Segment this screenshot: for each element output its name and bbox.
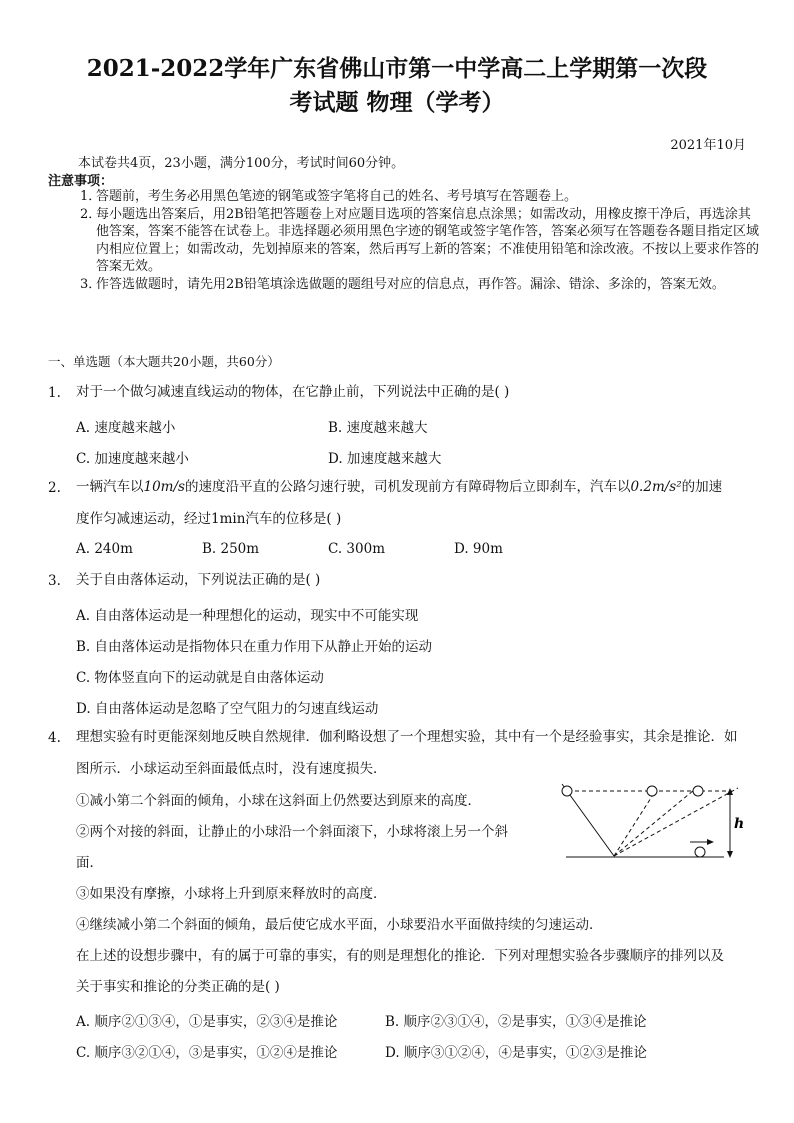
q3-option-d: D. 自由落体运动是忽略了空气阻力的匀速直线运动 <box>76 701 379 717</box>
notice-item <box>80 276 760 294</box>
q1-number: 1. <box>48 385 61 401</box>
figure-right-incline-steep <box>614 790 656 856</box>
q1-option-d: D. 加速度越来越大 <box>328 451 442 467</box>
figure-right-incline-mid <box>614 790 694 856</box>
notice-number: 1． <box>80 189 102 204</box>
q4-incline-figure <box>552 780 752 864</box>
exam-date: 2021年10月 <box>670 138 746 153</box>
figure-right-incline-low <box>614 788 738 856</box>
notice-text: 每小题选出答案后，用2B铅笔把答题卷上对应题目选项的答案信息点涂黑；如需改动，用橡皮擦干净后，再选涂其他答案，答案不能答在试卷上。非选择题必须用黑色字迹的钢笔或签字笔作答，答案必须写在答题卷各题目指定区域内相应位置上；如需改动，先划掉原来的答案，然后再写上新的答案；不准使用铅笔和涂改液。不按以上要求作答的答案无效。 <box>96 206 760 274</box>
q3-option-b: B. 自由落体运动是指物体只在重力作用下从静止开始的运动 <box>76 639 433 655</box>
q1-option-a: A. 速度越来越小 <box>76 420 176 436</box>
q4-stem-line4: 关于事实和推论的分类正确的是( ) <box>76 979 280 995</box>
q4-statement-2a: ②两个对接的斜面，让静止的小球沿一个斜面滚下，小球将滚上另一个斜 <box>76 824 508 840</box>
notice-number: 3． <box>80 276 102 292</box>
notice-item <box>80 206 760 276</box>
figure-ball-mid <box>647 786 657 796</box>
notice-heading: 注意事项： <box>48 174 114 189</box>
notice-text: 答题前，考生务必用黑色笔迹的钢笔或签字笔将自己的姓名、考号填写在答题卷上。 <box>96 189 578 204</box>
q4-stem-line3: 在上述的设想步骤中，有的属于可靠的事实，有的则是理想化的推论．下列对理想实验各步骤顺序的排列以及 <box>76 948 724 964</box>
q2-option-c: C. 300m <box>328 541 385 557</box>
q4-statement-1: ①减小第二个斜面的倾角，小球在这斜面上仍然要达到原来的高度． <box>76 793 481 809</box>
q1-option-b: B. 速度越来越大 <box>328 420 428 436</box>
notice-list <box>80 188 760 293</box>
notice-number: 2． <box>80 206 102 222</box>
q1-option-c: C. 加速度越来越小 <box>76 451 189 467</box>
q4-statement-3: ③如果没有摩擦，小球将上升到原来释放时的高度． <box>76 886 387 902</box>
figure-ball-ground <box>695 847 705 857</box>
q2-text-c: 的加速 <box>681 479 723 495</box>
figure-ball-high <box>693 786 703 796</box>
exam-intro: 本试卷共4页，23小题，满分100分，考试时间60分钟。 <box>78 156 405 171</box>
notice-item <box>80 188 760 206</box>
q3-stem: 关于自由落体运动，下列说法正确的是( ) <box>76 572 321 588</box>
title-line-2: 考试题 物理（学考） <box>289 89 505 116</box>
q4-option-d: D. 顺序③①②④，④是事实，①②③是推论 <box>385 1045 647 1061</box>
q2-text-a: 一辆汽车以 <box>76 479 144 495</box>
q3-option-a: A. 自由落体运动是一种理想化的运动，现实中不可能实现 <box>76 608 419 624</box>
q2-option-b: B. 250m <box>202 541 260 557</box>
title-line-1: 2021-2022学年广东省佛山市第一中学高二上学期第一次段 <box>86 55 708 82</box>
q4-stem-line1: 理想实验有时更能深刻地反映自然规律．伽利略设想了一个理想实验，其中有一个是经验事实，其余是推论．如 <box>76 729 738 745</box>
q4-option-a: A. 顺序②①③④，①是事实，②③④是推论 <box>76 1014 338 1030</box>
q4-number: 4. <box>48 730 61 746</box>
figure-arrowhead-bottom <box>727 851 733 858</box>
q3-option-c: C. 物体竖直向下的运动就是自由落体运动 <box>76 670 324 686</box>
figure-arrowhead-right <box>707 839 714 845</box>
q2-speed: 10m/s <box>143 479 185 495</box>
q2-stem-line2: 度作匀减速运动，经过1min汽车的位移是( ) <box>76 511 342 527</box>
figure-ball-start <box>562 786 572 796</box>
section-title: 一、单选题（本大题共20小题，共60分） <box>48 354 280 369</box>
q4-option-b: B. 顺序②③①④，②是事实，①③④是推论 <box>385 1014 647 1030</box>
q3-number: 3. <box>48 573 61 589</box>
exam-title <box>40 52 754 120</box>
q2-accel: 0.2m/s² <box>630 479 682 495</box>
q2-stem-line1 <box>76 472 776 503</box>
q4-statement-2b: 面． <box>76 855 103 871</box>
notice-text: 作答选做题时，请先用2B铅笔填涂选做题的题组号对应的信息点，再作答。漏涂、错涂、多涂的，答案无效。 <box>96 276 725 292</box>
q2-text-b: 的速度沿平直的公路匀速行驶，司机发现前方有障碍物后立即刹车，汽车以 <box>184 479 631 495</box>
q1-stem: 对于一个做匀减速直线运动的物体，在它静止前，下列说法中正确的是( ) <box>76 384 510 400</box>
q4-stem-line2: 图所示．小球运动至斜面最低点时，没有速度损失． <box>76 761 387 777</box>
q2-number: 2. <box>48 480 61 496</box>
q2-option-d: D. 90m <box>454 541 503 557</box>
q4-option-c: C. 顺序③②①④，③是事实，①②④是推论 <box>76 1045 338 1061</box>
q4-statement-4: ④继续减小第二个斜面的倾角，最后使它成水平面，小球要沿水平面做持续的匀速运动． <box>76 917 603 933</box>
figure-h-label: h <box>734 816 745 832</box>
q2-option-a: A. 240m <box>76 541 133 557</box>
